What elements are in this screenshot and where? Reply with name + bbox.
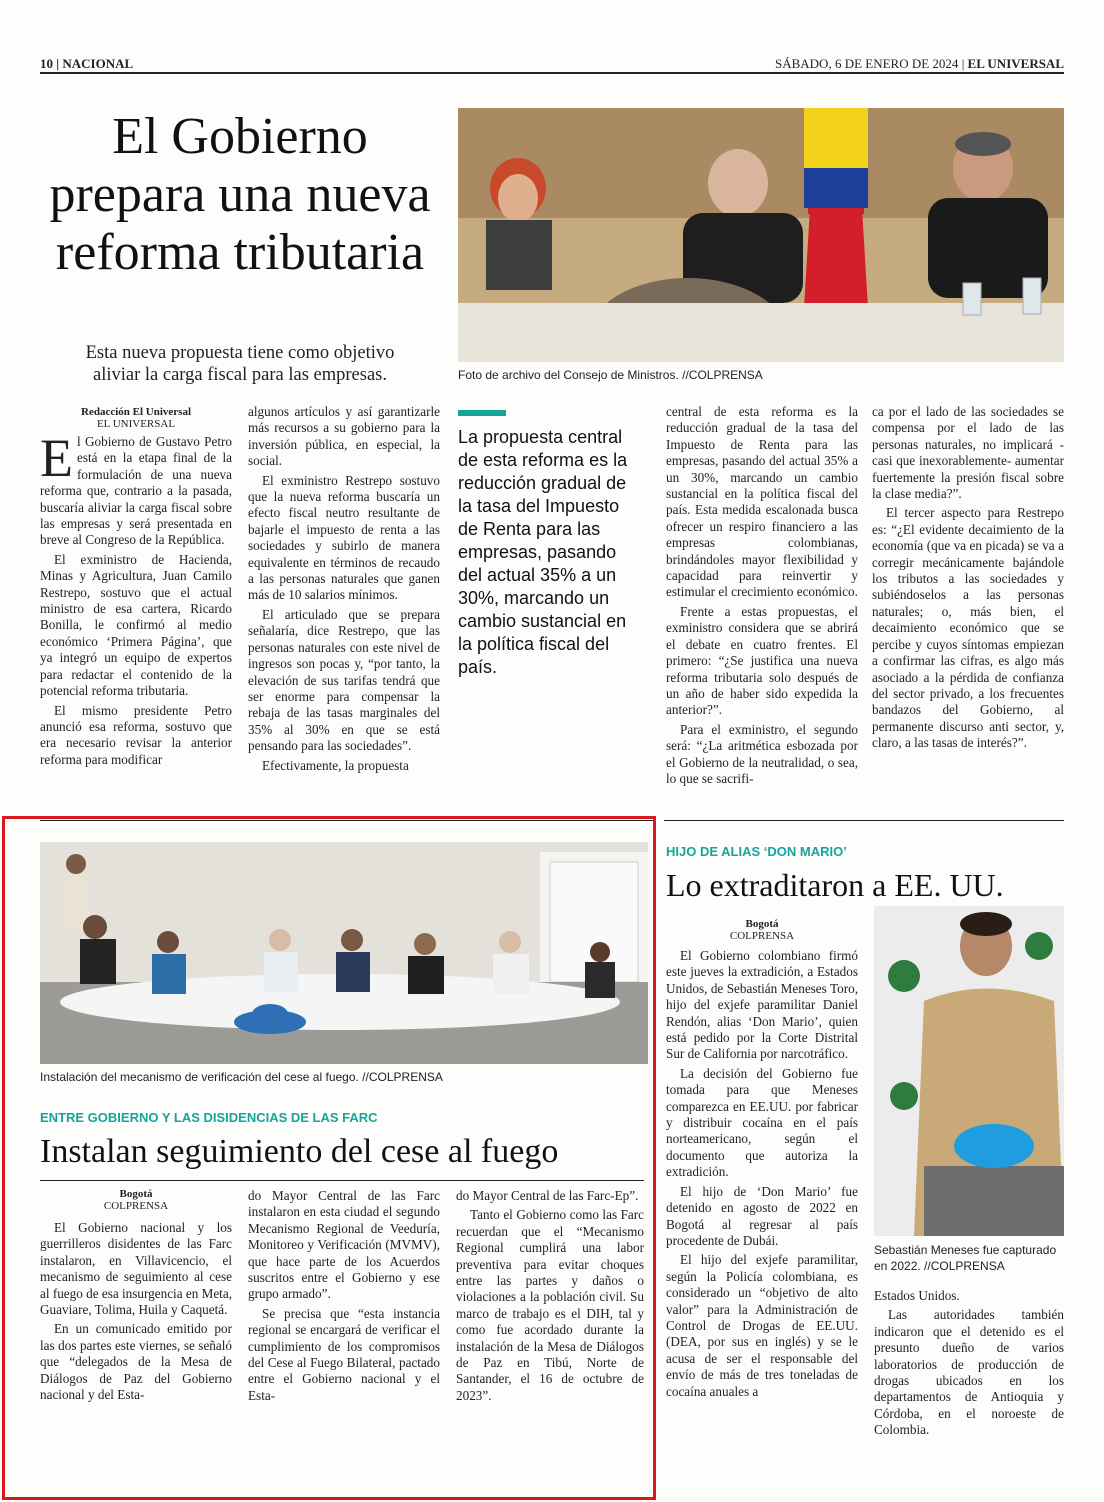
pull-quote-bar [458, 410, 506, 416]
main-photo-caption: Foto de archivo del Consejo de Ministros. //COLPRENSA [458, 368, 763, 382]
page-folio: 10 | NACIONAL [40, 56, 134, 71]
main-deck: Esta nueva propuesta tiene como objetivo aliviar la carga fiscal para las empresas. [85, 343, 395, 385]
extradition-col1-p3: El hijo de ‘Don Mario’ fue detenido en agosto de 2022 en Bogotá al regresar al país procedente de Dubái. [666, 1183, 858, 1248]
cabinet-photo-illustration [458, 108, 1064, 362]
cabinet-photo [458, 108, 1064, 362]
ceasefire-byline-place: Bogotá [119, 1188, 153, 1200]
main-col4-p1: central de esta reforma es la reducción gradual de la tasa del Impuesto de Renta para las empresas, pasando del actual 35% a un 30%, marcando un cambio sustancial en la política fiscal del país. Esta medida escalonada busca ofrecer un respiro financiero a las empresas colombianas, brindándoles mayor flexibilidad y capacidad para reinvertir y estimular el crecimiento económico. [666, 404, 858, 600]
dateline: SÁBADO, 6 DE ENERO DE 2024 | EL UNIVERSAL [774, 56, 1064, 71]
main-column-4 [666, 404, 858, 790]
extradition-col1-p2: La decisión del Gobierno fue tomada para que Meneses comparezca en EE.UU. por fabricar y distribuir cocaína en el país norteamericano, según el documento que autoriza la extradición. [666, 1065, 858, 1180]
ceasefire-column-3 [456, 1188, 644, 1407]
newspaper-name: EL UNIVERSAL [967, 56, 1064, 71]
main-column-1 [40, 428, 232, 771]
main-col2-p2: El exministro Restrepo sostuvo que la nueva reforma buscaría un efecto fiscal neutro resultante de bajarle el impuesto de renta a las sociedades y subirlo de manera equivalente en términos de recaudo a las personas naturales que ganen más de 10 salarios mínimos. [248, 472, 440, 603]
issue-date: SÁBADO, 6 DE ENERO DE 2024 [774, 56, 959, 71]
main-col4-p3: Para el exministro, el segundo será: “¿La aritmética esbozada por el Gobierno de la neutralidad, o sea, lo que se sacrifi- [666, 721, 858, 786]
main-col2-p3: El articulado que se prepara señalaría, dice Restrepo, que las personas naturales con este nivel de ingresos son pocas y, “por tanto, la elevación de sus tarifas tendrá que ser enorme para compensar la rebaja de las tasas marginales del 35% al 30% en que se está pensando para las sociedades”. [248, 606, 440, 754]
main-col1-p3: El mismo presidente Petro anunció esa reforma, sostuvo que era necesario revisar la anterior reforma para modificar [40, 702, 232, 767]
main-column-2 [248, 404, 440, 777]
ceasefire-column-1 [40, 1220, 232, 1406]
drop-cap: E [40, 428, 73, 488]
ceasefire-col3-p2: Tanto el Gobierno como las Farc recuerdan que el “Mecanismo Regional cumplirá una labor preventiva para evitar choques entre las partes y daños o violaciones a la población civil. Su marco de trabajo es el DIH, tal y como fue acordado durante la instalación de la Mesa de Diálogos de Paz en Tibú, Norte de Santander, el 16 de octubre de 2023”. [456, 1207, 644, 1403]
main-col2-p1: algunos artículos y así garantizarle más recursos a su gobierno para la inversión pública, en especial, la social. [248, 404, 440, 469]
main-col1-p2: El exministro de Hacienda, Minas y Agricultura, Juan Camilo Restrepo, sostuvo que el actual ministro de esa cartera, Ricardo Bonilla, le confirmó al medio económico ‘Primera Página’, que ya integró un equipo de expertos para redactar el contenido de la potencial reforma tributaria. [40, 551, 232, 699]
main-headline: El Gobierno prepara una nueva reforma tributaria [49, 108, 431, 281]
header-rule [40, 72, 1064, 74]
ceasefire-photo-illustration [40, 842, 648, 1064]
extradition-col2-p1: Estados Unidos. [874, 1288, 960, 1303]
main-col4-p2: Frente a estas propuestas, el exministro considera que se abrirá el debate en cuatro frentes. El primero: “¿Se justifica una nueva reforma tributaria solo después de un año de haber sido expedida la anterior?”. [666, 603, 858, 718]
main-col2-p4: Efectivamente, la propuesta [262, 757, 409, 773]
extradition-headline: Lo extraditaron a EE. UU. [666, 867, 1004, 903]
extradition-column-1 [666, 948, 858, 1403]
extradition-col2-p2: Las autoridades también indicaron que el detenido es el presunto dueño de varios laboratorios de producción de drogas ubicados en los departamentos de Antioquia y Córdoba, en el noroeste de Colombia. [874, 1307, 1064, 1438]
byline-org: EL UNIVERSAL [96, 418, 176, 430]
ceasefire-column-2 [248, 1188, 440, 1407]
main-column-5 [872, 404, 1064, 755]
ceasefire-kicker: ENTRE GOBIERNO Y LAS DISIDENCIAS DE LAS FARC [40, 1110, 378, 1125]
extradition-col1-p1: El Gobierno colombiano firmó este jueves la extradición, a Estados Unidos, de Sebastián Meneses Toro, hijo del exjefe paramilitar Daniel Rendón, alias ‘Don Mario’, quien está pedido por la Corte Distrital Sur de California por narcotráfico. [666, 948, 858, 1062]
byline-name: Redacción El Universal [81, 406, 191, 418]
main-col1-p1: l Gobierno de Gustavo Petro está en la etapa final de la formulación de una nueva reforma que, contrario a la pasada, buscaría aliviar la carga fiscal sobre las empresas y será presentada en breve al Congreso de la República. [40, 434, 232, 548]
main-byline [40, 406, 232, 430]
ceasefire-photo [40, 842, 648, 1064]
extradition-col1-p4: El hijo del exjefe paramilitar, según la Policía colombiana, es considerado un “objetivo de alto valor” para la Administración de Control de Drogas de EE.UU. (DEA, por sus en inglés) y se le acusa de ser el responsable del envío de más de tres toneladas de cocaína anuales a [666, 1252, 858, 1399]
ceasefire-col2-p1: do Mayor Central de las Farc instalaron en esta ciudad el segundo Mecanismo Regional de Veeduría, Monitoreo y Verificación (MVMV), que hace parte de los Acuerdos suscritos entre el Gobierno y ese grupo armado”. [248, 1188, 440, 1302]
extradition-byline [666, 918, 858, 942]
main-col5-p1: ca por el lado de las sociedades se compensa por el lado de las personas naturales, no implicará -casi que inexorablemente- aumentar fuertemente la presión fiscal sobre la clase media?”. [872, 404, 1064, 502]
extradition-byline-place: Bogotá [745, 918, 779, 930]
detainee-photo-caption: Sebastián Meneses fue capturado en 2022. //COLPRENSA [874, 1243, 1057, 1273]
ceasefire-byline-org: COLPRENSA [103, 1200, 169, 1212]
ceasefire-byline [40, 1188, 232, 1212]
detainee-photo [874, 906, 1064, 1236]
detainee-photo-illustration [874, 906, 1064, 1236]
ceasefire-col3-p1: do Mayor Central de las Farc-Ep”. [456, 1188, 639, 1203]
extradition-kicker: HIJO DE ALIAS ‘DON MARIO’ [666, 844, 847, 859]
ceasefire-col2-p2: Se precisa que “esta instancia regional se encargará de verificar el cumplimiento de los compromisos del Cese al Fuego Bilateral, pactado entre el Gobierno nacional y el Esta- [248, 1305, 440, 1403]
ceasefire-col1-p2: En un comunicado emitido por las dos partes este viernes, se señaló que “delegados de la Mesa de Diálogos de Paz del Gobierno nacional y del Esta- [40, 1321, 232, 1403]
section-divider-right [664, 820, 1064, 821]
ceasefire-rule [40, 1180, 644, 1181]
ceasefire-headline: Instalan seguimiento del cese al fuego [40, 1133, 559, 1170]
main-col5-p2: El tercer aspecto para Restrepo es: “¿El evidente decaimiento de la economía (que va en picada) se va a corregir mecánicamente bajándole los tributos a las sociedades y subiéndoselos a las personas naturales; o, más bien, el decaimiento económico que se percibe y cuyos síntomas empiezan a confirmar las cifras, es algo más asociado a la pérdida de confianza del sector privado, a los frecuentes bandazos del Gobierno, al permanente discurso anti sector, y, claro, a las tasas de interés?”. [872, 505, 1064, 751]
ceasefire-photo-caption: Instalación del mecanismo de verificación del cese al fuego. //COLPRENSA [40, 1070, 443, 1084]
extradition-column-2 [874, 1288, 1064, 1442]
ceasefire-col1-p1: El Gobierno nacional y los guerrilleros disidentes de las Farc instalaron, en Villavicencio, el mecanismo de seguimiento al cese al fuego de esa insurgencia en Meta, Guaviare, Tolima, Huila y Caquetá. [40, 1220, 232, 1318]
section-name: NACIONAL [62, 56, 134, 71]
page-number: 10 [40, 56, 53, 71]
pull-quote: La propuesta central de esta reforma es la reducción gradual de la tasa del Impuesto de Renta para las empresas, pasando del actual 35% a un 30%, marcando un cambio sustancial en la política fiscal del país. [458, 427, 628, 677]
extradition-byline-org: COLPRENSA [729, 930, 795, 942]
